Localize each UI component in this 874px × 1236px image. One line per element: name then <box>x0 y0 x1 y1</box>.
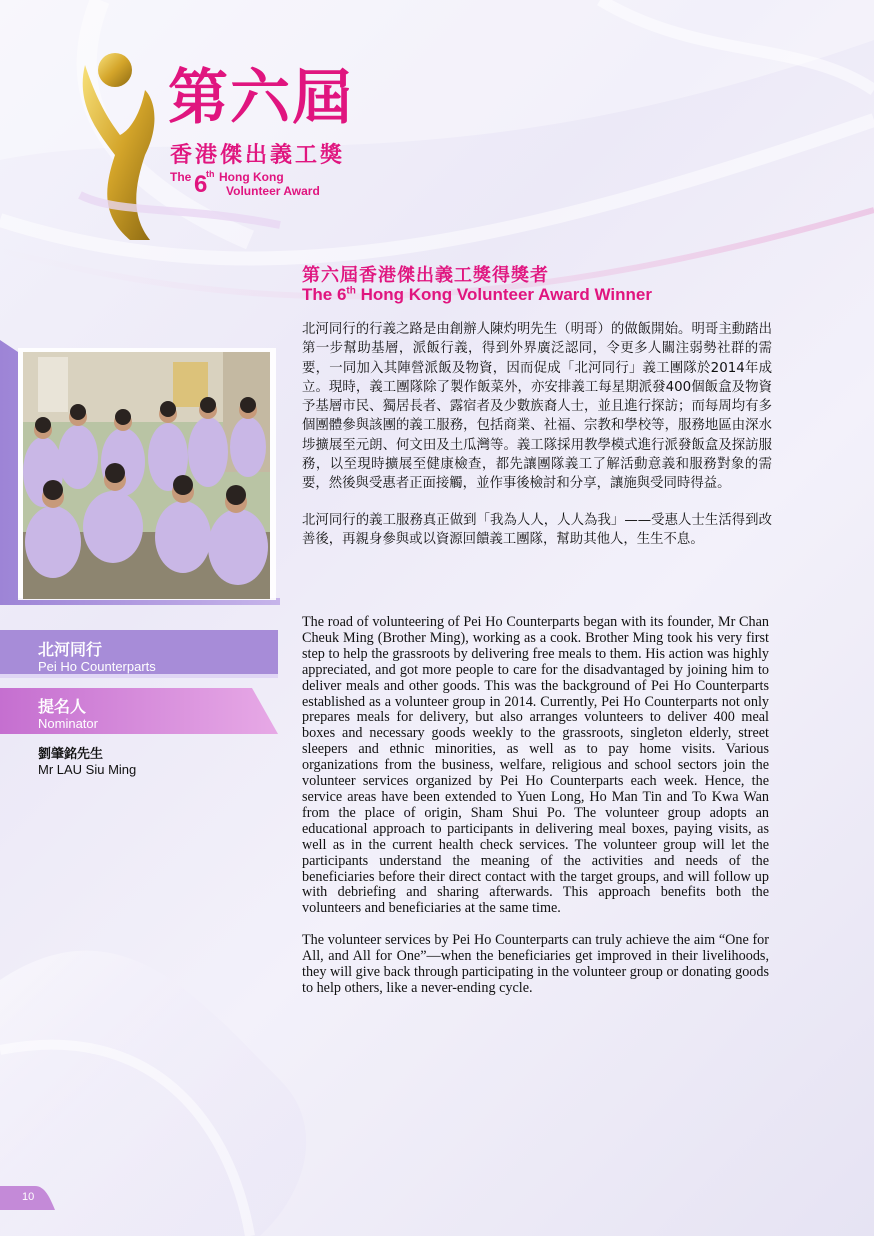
body-text-cn <box>302 320 772 566</box>
group-photo <box>23 352 270 599</box>
logo-en-line1: Hong Kong <box>219 170 284 184</box>
heading-en-pre: The 6 <box>302 285 347 304</box>
body-cn-paragraph: 北河同行的義工服務真正做到「我為人人，人人為我」——受惠人士生活得到改善後，再親身參與或以資源回饋義工團隊，幫助其他人，生生不息。 <box>302 512 772 547</box>
winner-heading-en <box>302 285 652 305</box>
nominator-label-cn: 提名人 <box>38 699 87 716</box>
logo-en-six: 6 <box>194 171 208 198</box>
winner-heading-cn: 第六屆香港傑出義工獎得獎者 <box>302 265 549 285</box>
logo-subtitle-cn: 香港傑出義工獎 <box>170 142 346 167</box>
logo-title-cn: 第六屆 <box>168 63 354 133</box>
nominator-label-en: Nominator <box>38 716 98 731</box>
heading-en-post: Hong Kong Volunteer Award Winner <box>355 285 652 304</box>
logo-en-the: The <box>170 170 192 184</box>
body-cn-paragraph: 北河同行的行義之路是由創辦人陳灼明先生（明哥）的做飯開始。明哥主動踏出第一步幫助基層，派飯行義，得到外界廣泛認同，令更多人關注弱勢社群的需要，一同加入其陣營派飯及物資，因而促成「北河同行」義工團隊於2014年成立。現時，義工團隊除了製作飯菜外，亦安排義工每星期派發400個飯盒及物資予基層市民、獨居長者、露宿者及少數族裔人士，並且進行探訪；而每周均有多個團體參與該團的義工服務，包括商業、社福、宗教和學校等，服務地區由深水埗擴展至元朗、何文田及土瓜灣等。義工隊採用教學模式進行派發飯盒及探訪服務，以至現時擴展至健康檢查，都先讓團隊義工了解活動意義和服務對象的需要，然後與受惠者正面接觸，並作事後檢討和分享，讓施與受同時得益。 <box>302 322 772 492</box>
logo-en-line2: Volunteer Award <box>226 184 320 198</box>
nominator-name-cn: 劉肇銘先生 <box>38 747 104 762</box>
body-en-paragraph: The road of volunteering of Pei Ho Counterparts began with its founder, Mr Chan Cheuk Ming (Brother Ming), working as a cook. Brother Ming took his very first step to help the grassroots by delivering free meals to them. His action was highly appreciated, and got more people to care for the disadvantaged by joining him to deliver meals and other goods. This was the background of Pei Ho Counterparts established as a volunteer group in 2014. Currently, Pei Ho Counterparts not only prepares meals for delivery, but also arranges volunteers to deliver 400 meal boxes and necessary goods weekly to the grassroots, singleton elderly, street sleepers and ethnic minorities, as well as to pay home visits. Various organizations from the business, welfare, religious and school sectors join the volunteer services organized by Pei Ho Counterparts each week. Hence, the service areas have been extended to Yuen Long, Ho Man Tin and To Kwa Wan from the place of origin, Sham Shui Po. The volunteer group adopts an educational approach to participants in delivering meal boxes, paying visits, as well as in the current health check services. The volunteer group will let the participants understand the meaning of the activities and needs of the beneficiaries before their direct contact with the target groups, and will follow up with debriefing and sharing afterwards. This approach benefits both the volunteers and beneficiaries at the same time. <box>302 614 769 917</box>
nominator-name-en: Mr LAU Siu Ming <box>38 762 137 777</box>
logo-en-th: th <box>206 169 215 179</box>
body-en-paragraph: The volunteer services by Pei Ho Counterparts can truly achieve the aim “One for All, and All for One”—when the beneficiaries get improved in their livelihoods, they will give back through participating in the volunteer group or donating goods to help others, like a never-ending cycle. <box>302 932 769 996</box>
page-number-tab <box>0 1186 55 1210</box>
heading-en-sup: th <box>346 285 356 297</box>
page-number: 10 <box>22 1191 35 1203</box>
group-name-cn: 北河同行 <box>38 642 103 659</box>
body-text-en <box>302 615 769 1013</box>
group-name-en: Pei Ho Counterparts <box>38 659 156 674</box>
